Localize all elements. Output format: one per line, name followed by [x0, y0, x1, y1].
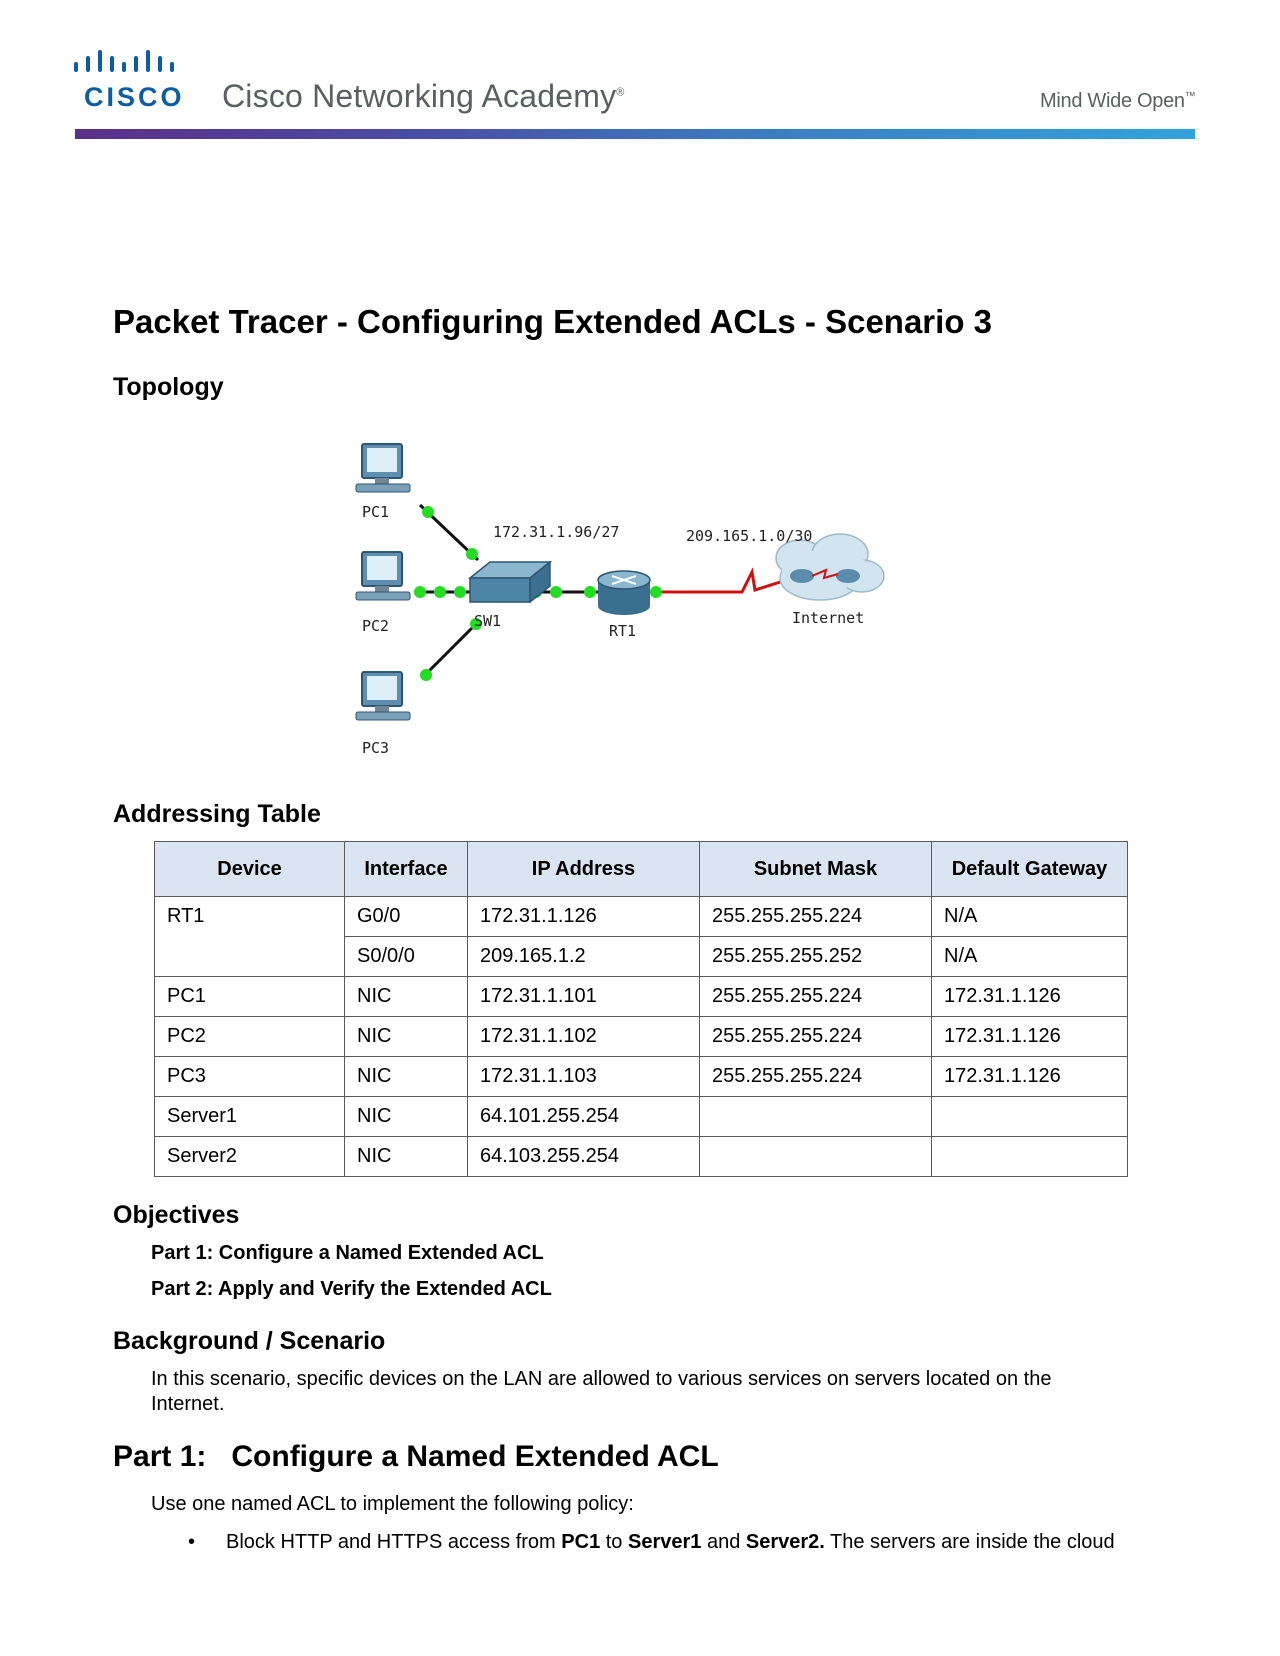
table-cell-interface: NIC: [345, 1137, 468, 1177]
table-cell-device: Server2: [155, 1137, 345, 1177]
table-header-row: [155, 842, 1128, 897]
switch-label: SW1: [474, 612, 502, 630]
addressing-table: [154, 841, 1128, 1177]
table-row: [155, 1057, 1128, 1097]
link-pc3-sw1: [422, 620, 480, 678]
pc1-computer-icon: [356, 444, 410, 492]
link-light: [420, 669, 432, 681]
pc1-label: PC1: [362, 503, 390, 521]
table-cell-default-gateway: 172.31.1.126: [932, 1057, 1128, 1097]
table-cell-default-gateway: N/A: [932, 937, 1128, 977]
section-heading-background: Background / Scenario: [113, 1327, 386, 1355]
background-paragraph: In this scenario, specific devices on the LAN are allowed to various services on servers located on the Internet.: [151, 1368, 1052, 1415]
table-cell-ip-address: 64.101.255.254: [468, 1097, 700, 1137]
switch-icon: [470, 562, 550, 602]
router-label: RT1: [609, 622, 637, 640]
wan-network-label: 209.165.1.0/30: [686, 527, 813, 545]
table-cell-ip-address: 172.31.1.126: [468, 897, 700, 937]
table-cell-default-gateway: N/A: [932, 897, 1128, 937]
table-cell-interface: NIC: [345, 1097, 468, 1137]
table-cell-default-gateway: 172.31.1.126: [932, 977, 1128, 1017]
table-cell-ip-address: 209.165.1.2: [468, 937, 700, 977]
part-1-intro: Use one named ACL to implement the following policy:: [151, 1493, 634, 1515]
table-cell-subnet-mask: 255.255.255.224: [700, 1057, 932, 1097]
table-cell-subnet-mask: 255.255.255.224: [700, 897, 932, 937]
table-cell-interface: NIC: [345, 1017, 468, 1057]
link-light: [650, 586, 662, 598]
link-light: [550, 586, 562, 598]
section-heading-objectives: Objectives: [113, 1201, 240, 1229]
topology-diagram: [350, 430, 930, 770]
header-gradient-bar: [75, 129, 1195, 139]
link-light: [434, 586, 446, 598]
column-header-ip-address: IP Address: [468, 842, 700, 897]
table-cell-default-gateway: 172.31.1.126: [932, 1017, 1128, 1057]
link-light: [454, 586, 466, 598]
lan-network-label: 172.31.1.96/27: [493, 523, 620, 541]
table-cell-subnet-mask: 255.255.255.224: [700, 1017, 932, 1057]
objective-part-2: Part 2: Apply and Verify the Extended ACL: [151, 1278, 552, 1300]
document-title: Packet Tracer - Configuring Extended ACLs - Scenario 3: [113, 303, 992, 340]
table-cell-interface: NIC: [345, 1057, 468, 1097]
table-cell-device: PC1: [155, 977, 345, 1017]
policy-bullet-1: Block HTTP and HTTPS access from PC1 to Server1 and Server2. The servers are inside the cloud: [226, 1531, 1115, 1553]
table-cell-subnet-mask: 255.255.255.224: [700, 977, 932, 1017]
link-light: [422, 506, 434, 518]
table-cell-ip-address: 172.31.1.101: [468, 977, 700, 1017]
section-heading-addressing-table: Addressing Table: [113, 800, 321, 828]
table-cell-subnet-mask: [700, 1097, 932, 1137]
table-cell-interface: NIC: [345, 977, 468, 1017]
table-row: [155, 897, 1128, 937]
column-header-subnet-mask: Subnet Mask: [700, 842, 932, 897]
link-light: [414, 586, 426, 598]
table-cell-default-gateway: [932, 1097, 1128, 1137]
part-1-heading: Part 1: Configure a Named Extended ACL: [113, 1440, 719, 1473]
table-cell-subnet-mask: [700, 1137, 932, 1177]
pc2-label: PC2: [362, 617, 390, 635]
column-header-device: Device: [155, 842, 345, 897]
section-heading-topology: Topology: [113, 373, 224, 401]
academy-title: Cisco Networking Academy®: [222, 78, 625, 114]
pc2-computer-icon: [356, 552, 410, 600]
cisco-logo-wordmark: CISCO: [84, 82, 185, 112]
table-cell-device: RT1: [155, 897, 345, 977]
tagline: Mind Wide Open™: [1040, 90, 1196, 112]
table-cell-ip-address: 64.103.255.254: [468, 1137, 700, 1177]
internet-label: Internet: [792, 609, 865, 627]
router-icon: [598, 571, 650, 615]
table-row: [155, 977, 1128, 1017]
table-row: [155, 1097, 1128, 1137]
link-light: [466, 548, 478, 560]
objective-part-1: Part 1: Configure a Named Extended ACL: [151, 1242, 544, 1264]
link-light: [584, 586, 596, 598]
table-row: [155, 1137, 1128, 1177]
table-row: [155, 1017, 1128, 1057]
table-cell-default-gateway: [932, 1137, 1128, 1177]
table-cell-subnet-mask: 255.255.255.252: [700, 937, 932, 977]
cisco-logo-bars-icon: [74, 48, 184, 78]
table-cell-ip-address: 172.31.1.103: [468, 1057, 700, 1097]
table-cell-ip-address: 172.31.1.102: [468, 1017, 700, 1057]
pc3-label: PC3: [362, 739, 390, 757]
column-header-interface: Interface: [345, 842, 468, 897]
column-header-default-gateway: Default Gateway: [932, 842, 1128, 897]
bullet-icon: •: [188, 1531, 196, 1553]
table-cell-interface: S0/0/0: [345, 937, 468, 977]
table-cell-device: PC2: [155, 1017, 345, 1057]
table-cell-device: Server1: [155, 1097, 345, 1137]
table-cell-device: PC3: [155, 1057, 345, 1097]
table-cell-interface: G0/0: [345, 897, 468, 937]
pc3-computer-icon: [356, 672, 410, 720]
